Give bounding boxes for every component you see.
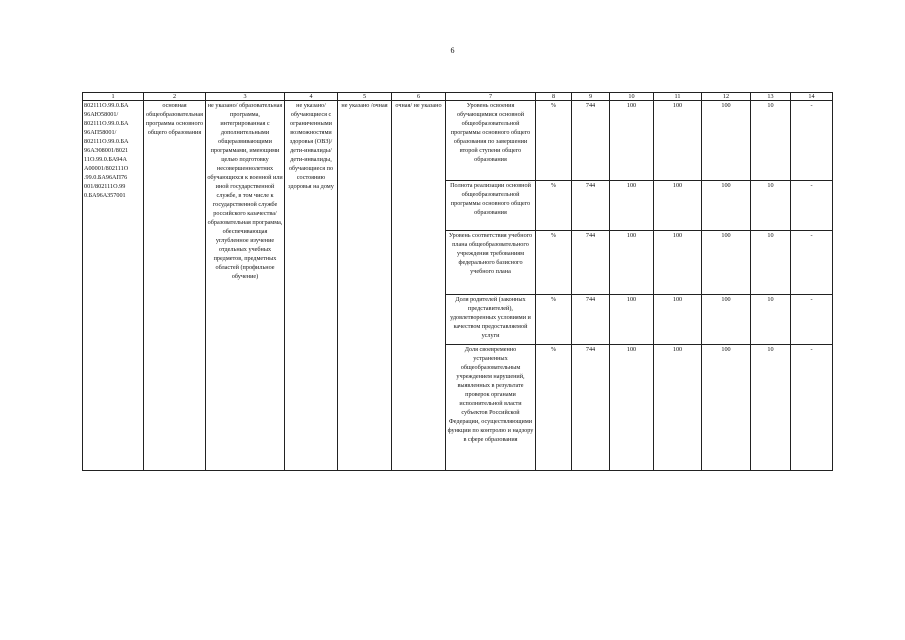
indicator-name: Доля своевременно устраненных общеобразовательным учреждением нарушений, выявленных в результате проверок органами исполнительной власти субъектов Российской Федерации, осуществляющими функции по контролю и надзору в сфере образования bbox=[446, 345, 536, 471]
indicator-name: Уровень соответствия учебного плана общеобразовательного учреждения требованиям федерального базисного учебного плана bbox=[446, 231, 536, 295]
implementation-form: очная/ не указано bbox=[392, 101, 446, 471]
col-header-6: 6 bbox=[392, 93, 446, 101]
service-registry-codes: 802111О.99.0.БА 96АЮ58001/ 802111О.99.0.БА 96АП58001/ 802111О.99.0.БА 96АЭ08001/8021 11О.99.0.БА94А А00001/802111О .99.0.БА96АП76 001/802111О.99 0.БА96АЗ57001 bbox=[83, 101, 144, 471]
value-col-13: 10 bbox=[751, 181, 791, 231]
value-col-14: - bbox=[791, 345, 833, 471]
unit-name: % bbox=[536, 181, 572, 231]
value-col-12: 100 bbox=[702, 101, 751, 181]
value-col-14: - bbox=[791, 181, 833, 231]
unit-code: 744 bbox=[572, 345, 610, 471]
value-col-10: 100 bbox=[610, 231, 654, 295]
col-header-10: 10 bbox=[610, 93, 654, 101]
col-header-1: 1 bbox=[83, 93, 144, 101]
value-col-11: 100 bbox=[654, 181, 702, 231]
value-col-14: - bbox=[791, 101, 833, 181]
program-type: основная общеобразовательная программа основного общего образования bbox=[144, 101, 206, 471]
col-header-3: 3 bbox=[206, 93, 285, 101]
value-col-11: 100 bbox=[654, 231, 702, 295]
value-col-13: 10 bbox=[751, 295, 791, 345]
unit-name: % bbox=[536, 101, 572, 181]
page-number: 6 bbox=[450, 46, 455, 55]
table-row bbox=[83, 101, 833, 181]
value-col-14: - bbox=[791, 295, 833, 345]
indicator-name: Доля родителей (законных представителей), удовлетворенных условиями и качеством предоставляемой услуги bbox=[446, 295, 536, 345]
value-col-13: 10 bbox=[751, 231, 791, 295]
unit-name: % bbox=[536, 231, 572, 295]
student-category: не указано/ обучающиеся с ограниченными возможностями здоровья (ОВЗ)/дети-инвалиды/дети-инвалиды, обучающиеся по состоянию здоровья на дому bbox=[285, 101, 338, 471]
value-col-14: - bbox=[791, 231, 833, 295]
indicator-name: Полнота реализации основной общеобразовательной программы основного общего образования bbox=[446, 181, 536, 231]
quality-indicators-table bbox=[82, 92, 833, 471]
header-row bbox=[83, 93, 833, 101]
unit-code: 744 bbox=[572, 101, 610, 181]
unit-name: % bbox=[536, 345, 572, 471]
value-col-10: 100 bbox=[610, 295, 654, 345]
indicator-name: Уровень освоения обучающимися основной общеобразовательной программы основного общего образования по завершении второй ступени общего образования bbox=[446, 101, 536, 181]
col-header-13: 13 bbox=[751, 93, 791, 101]
study-form: не указано /очная bbox=[338, 101, 392, 471]
unit-name: % bbox=[536, 295, 572, 345]
value-col-12: 100 bbox=[702, 295, 751, 345]
col-header-9: 9 bbox=[572, 93, 610, 101]
value-col-10: 100 bbox=[610, 181, 654, 231]
col-header-14: 14 bbox=[791, 93, 833, 101]
value-col-12: 100 bbox=[702, 181, 751, 231]
col-header-11: 11 bbox=[654, 93, 702, 101]
value-col-10: 100 bbox=[610, 345, 654, 471]
value-col-10: 100 bbox=[610, 101, 654, 181]
value-col-13: 10 bbox=[751, 345, 791, 471]
value-col-11: 100 bbox=[654, 101, 702, 181]
program-kind: не указано/ образовательная программа, интегрированная с дополнительными общеразвивающими программами, имеющими целью подготовку несовершеннолетних обучающихся к военной или иной государственной службе, в том числе к государственной службе российского казачества/образовательная программа, обеспечивающая углубленное изучение отдельных учебных предметов, предметных областей (профильное обучение) bbox=[206, 101, 285, 471]
col-header-4: 4 bbox=[285, 93, 338, 101]
value-col-11: 100 bbox=[654, 295, 702, 345]
col-header-2: 2 bbox=[144, 93, 206, 101]
col-header-7: 7 bbox=[446, 93, 536, 101]
value-col-12: 100 bbox=[702, 231, 751, 295]
unit-code: 744 bbox=[572, 231, 610, 295]
value-col-12: 100 bbox=[702, 345, 751, 471]
col-header-8: 8 bbox=[536, 93, 572, 101]
unit-code: 744 bbox=[572, 181, 610, 231]
value-col-11: 100 bbox=[654, 345, 702, 471]
value-col-13: 10 bbox=[751, 101, 791, 181]
col-header-5: 5 bbox=[338, 93, 392, 101]
unit-code: 744 bbox=[572, 295, 610, 345]
col-header-12: 12 bbox=[702, 93, 751, 101]
